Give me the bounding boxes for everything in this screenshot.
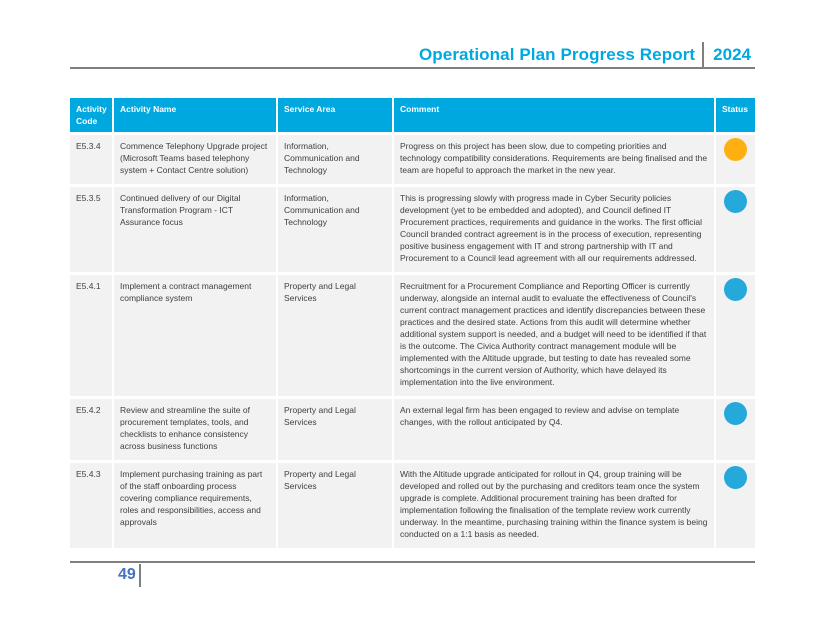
status-indicator-blue	[724, 278, 747, 301]
activity-name-cell: Implement a contract management compliance system	[114, 275, 276, 396]
comment-cell: Progress on this project has been slow, due to competing priorities and technology compatibility considerations. Requirements are being finalised and the team are hopeful to approach the market in the new year.	[394, 135, 714, 184]
status-indicator-amber	[724, 138, 747, 161]
service-area-cell: Property and Legal Services	[278, 275, 392, 396]
report-year: 2024	[713, 45, 751, 64]
comment-cell: Recruitment for a Procurement Compliance and Reporting Officer is currently underway, alongside an internal audit to evaluate the effectiveness of Council's current contract management practices and identify discrepancies between these practices and the desired state. Actions from this audit will determine whether additional system support is needed, and a budget will need to be identified if that is the outcome. The Civica Authority contract management module will be implemented with the Altitude upgrade, but testing to date has revealed some shortcomings in the current version of Authority, which have delayed its implementation into the live environment.	[394, 275, 714, 396]
footer-rule	[70, 561, 755, 563]
document-header	[419, 42, 755, 68]
status-cell	[716, 399, 755, 460]
column-header-activity-name: Activity Name	[114, 98, 276, 132]
column-header-status: Status	[716, 98, 755, 132]
activity-code-cell: E5.3.5	[70, 187, 112, 272]
page-number: 49	[118, 566, 136, 583]
service-area-cell: Property and Legal Services	[278, 463, 392, 548]
activity-code-cell: E5.3.4	[70, 135, 112, 184]
column-header-service-area: Service Area	[278, 98, 392, 132]
status-indicator-blue	[724, 466, 747, 489]
header-rule	[70, 67, 755, 69]
report-title: Operational Plan Progress Report	[418, 45, 696, 64]
status-cell	[716, 187, 755, 272]
table-header-row	[70, 98, 755, 132]
service-area-cell: Property and Legal Services	[278, 399, 392, 460]
column-header-comment: Comment	[394, 98, 714, 132]
table-row	[70, 187, 755, 272]
service-area-cell: Information, Communication and Technology	[278, 187, 392, 272]
activity-name-cell: Commence Telephony Upgrade project (Microsoft Teams based telephony system + Contact Centre solution)	[114, 135, 276, 184]
comment-cell: An external legal firm has been engaged to review and advise on template changes, with the rollout anticipated by Q4.	[394, 399, 714, 460]
service-area-cell: Information, Communication and Technology	[278, 135, 392, 184]
activity-name-cell: Review and streamline the suite of procurement templates, tools, and checklists to enhance consistency across business functions	[114, 399, 276, 460]
title-separator	[702, 42, 704, 68]
table-row	[70, 135, 755, 184]
status-cell	[716, 135, 755, 184]
table-body	[70, 135, 755, 548]
page-footer	[70, 564, 141, 587]
page-number-separator	[139, 564, 141, 587]
status-cell	[716, 463, 755, 548]
activity-code-cell: E5.4.1	[70, 275, 112, 396]
status-indicator-blue	[724, 190, 747, 213]
activity-name-cell: Continued delivery of our Digital Transformation Program - ICT Assurance focus	[114, 187, 276, 272]
column-header-activity-code: Activity Code	[70, 98, 112, 132]
status-cell	[716, 275, 755, 396]
activity-code-cell: E5.4.2	[70, 399, 112, 460]
table-row	[70, 399, 755, 460]
table-row	[70, 463, 755, 548]
comment-cell: This is progressing slowly with progress made in Cyber Security policies development (yet to be embedded and adopted), and Council defined IT Procurement practices, requirements and guidance in the works. The first official Council branded contract agreement is in the process of execution, representing positive business engagement with IT and strong partnership with IT and Procurement to a Council lead agreement with all our requirements addressed.	[394, 187, 714, 272]
activity-code-cell: E5.4.3	[70, 463, 112, 548]
activity-name-cell: Implement purchasing training as part of the staff onboarding process covering compliance requirements, roles and responsibilities, access and approvals	[114, 463, 276, 548]
table-row	[70, 275, 755, 396]
progress-table	[70, 98, 755, 548]
comment-cell: With the Altitude upgrade anticipated for rollout in Q4, group training will be developed and rolled out by the purchasing and creditors team once the system upgrade is complete. Additional procurement training has been drafted for implementation following the finalisation of the template review work currently underway. In the meantime, purchasing training within the finance system is being conducted on a 1:1 basis as needed.	[394, 463, 714, 548]
status-indicator-blue	[724, 402, 747, 425]
